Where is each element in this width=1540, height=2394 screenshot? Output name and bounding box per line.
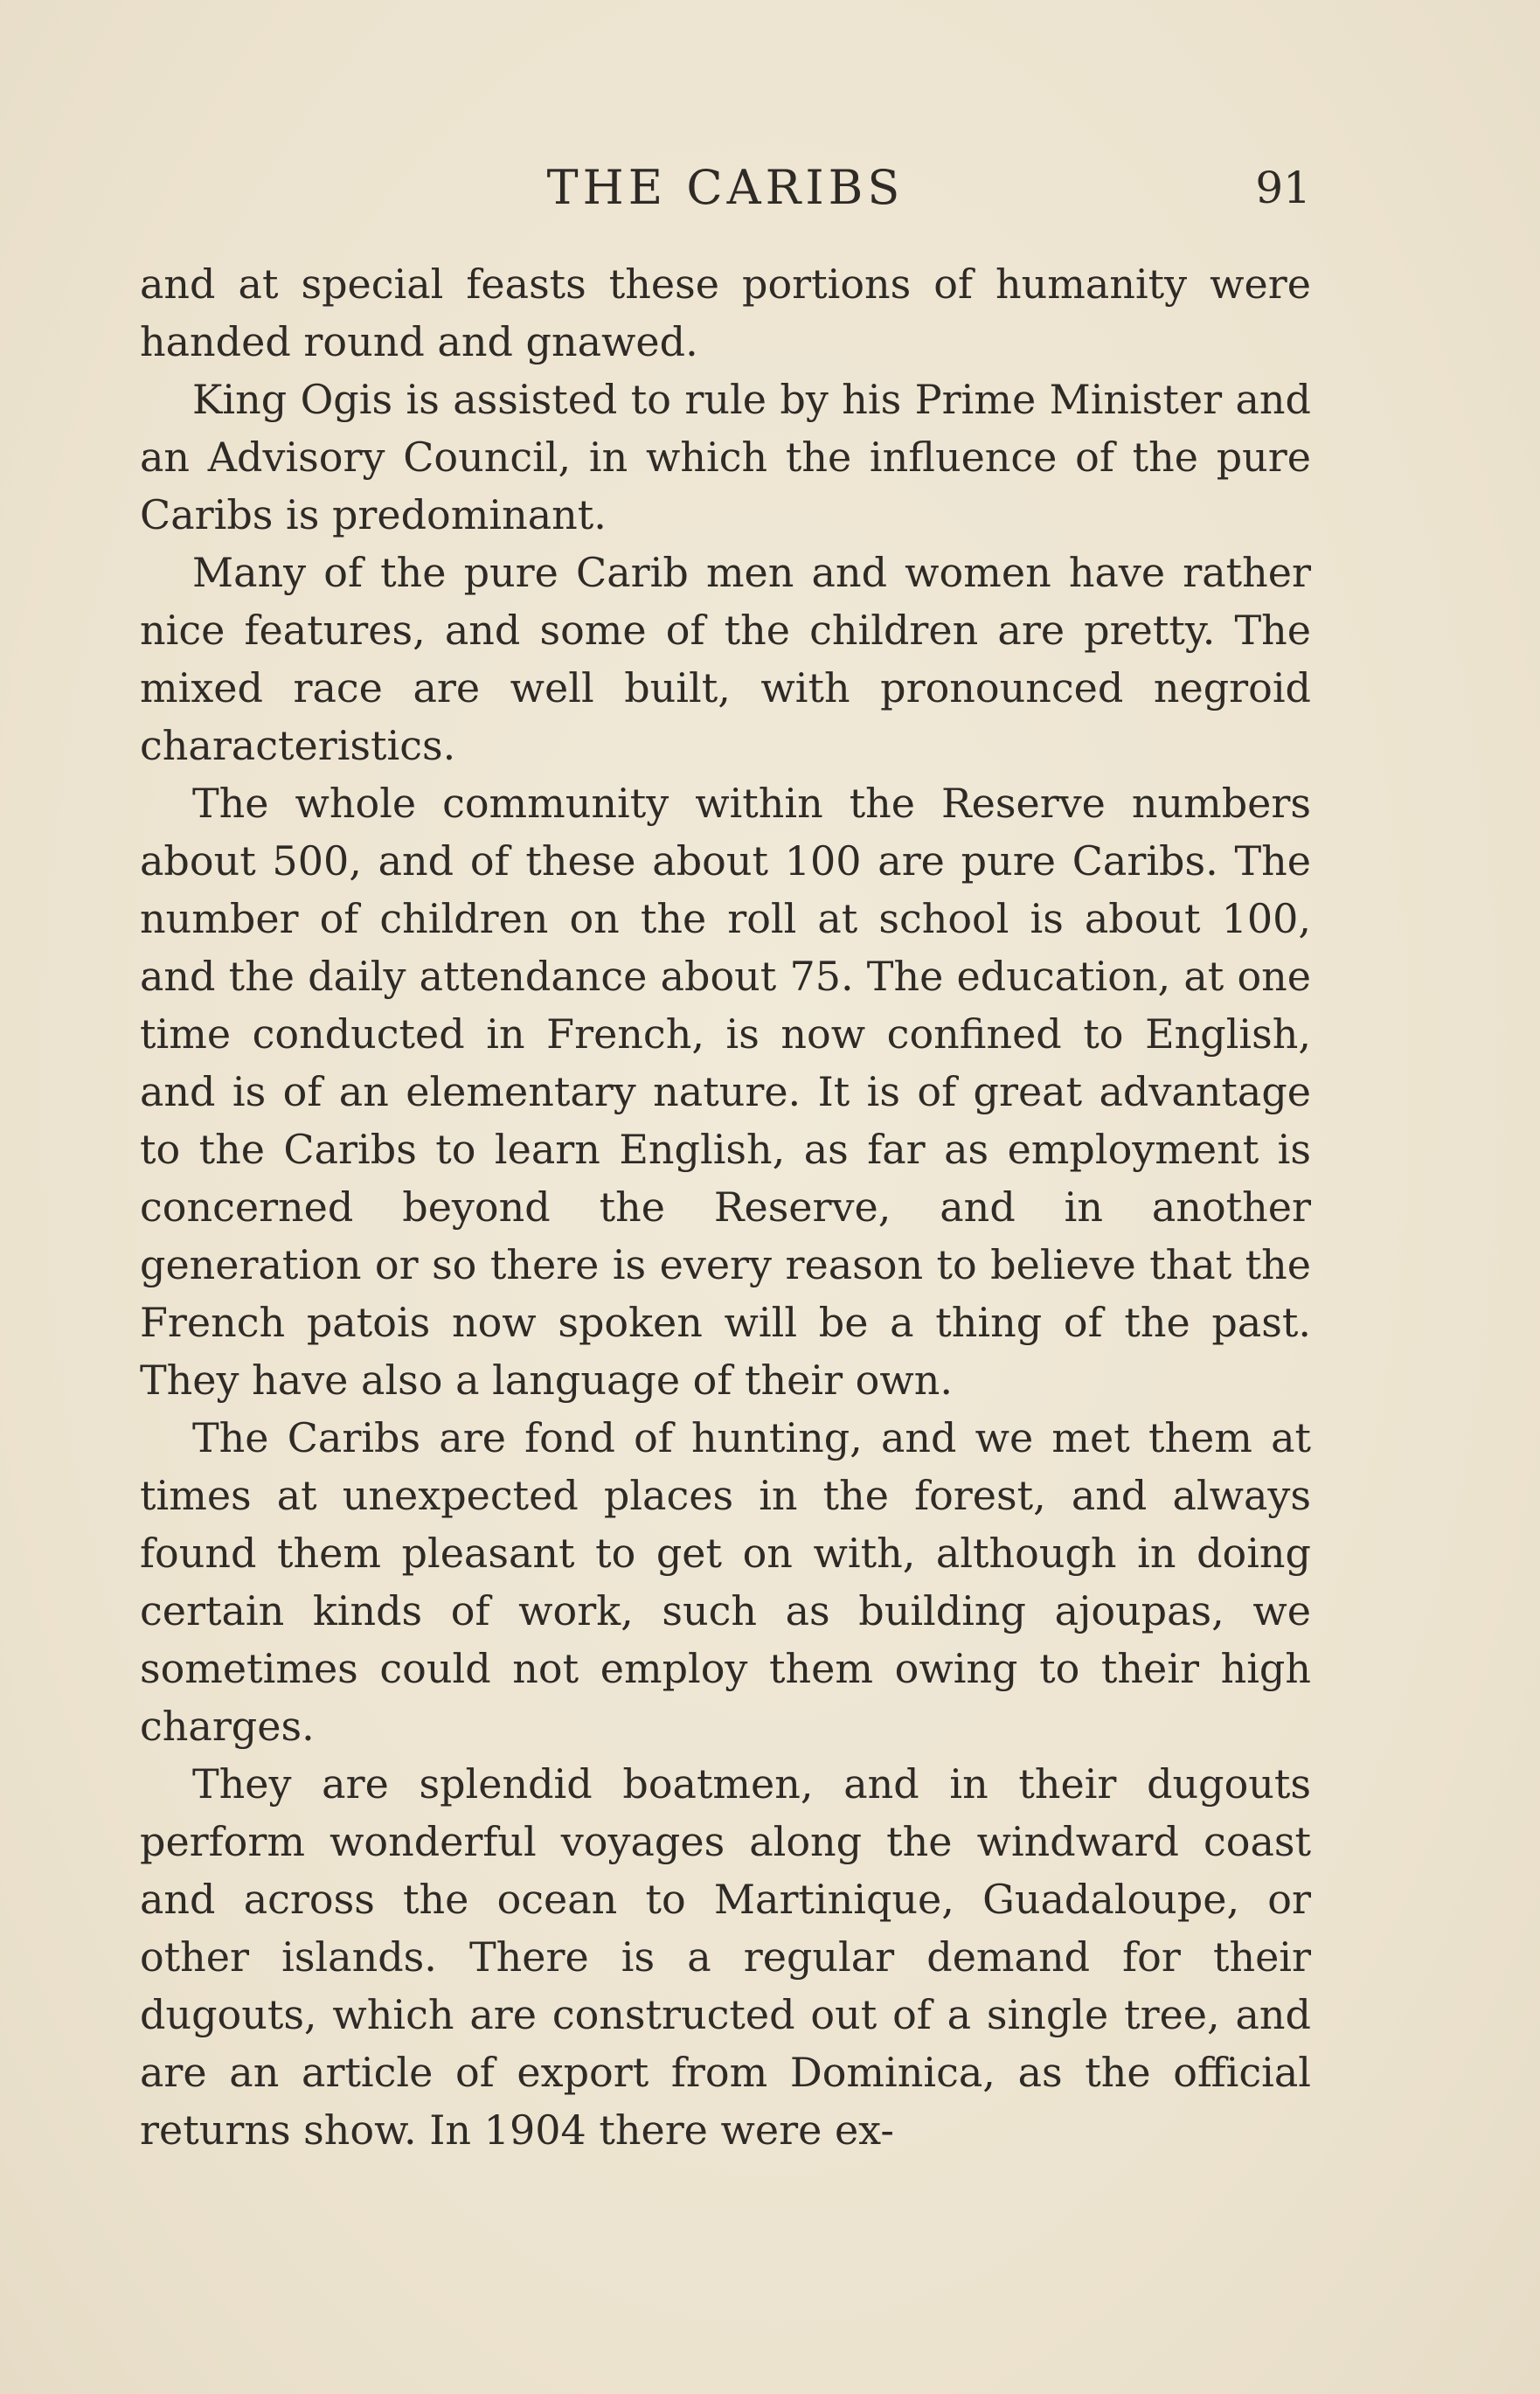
page-header: [140, 157, 1311, 219]
page-number: 91: [1255, 163, 1311, 213]
paragraph-hunting: The Caribs are fond of hunting, and we met them at times at unexpected places in the forest, and always found them pleasant to get on with, although in doing certain kinds of work, such as building ajoupas, we sometimes could not employ them owing to their high charges.: [140, 1414, 1311, 1750]
paragraph-community: The whole community within the Reserve numbers about 500, and of these about 100 are pure Caribs. The number of children on the roll at school is about 100, and the daily attendance about 75. The education, at one time conducted in French, is now confined to English, and is of an elementary nature. It is of great advantage to the Caribs to learn English, as far as employment is concerned beyond the Reserve, and in another generation or so there is every reason to believe that the French patois now spoken will be a thing of the past. They have also a language of their own.: [140, 780, 1311, 1404]
paragraph-continued: and at special feasts these portions of humanity were handed round and gnawed.: [140, 260, 1311, 365]
body-text: [140, 255, 1311, 2159]
running-head: THE CARIBS: [546, 160, 905, 215]
paragraph-features: Many of the pure Carib men and women have rather nice features, and some of the children are pretty. The mixed race are well built, with pronounced negroid characteristics.: [140, 549, 1311, 769]
paragraph-boatmen: They are splendid boatmen, and in their dugouts perform wonderful voyages along the windward coast and across the ocean to Martinique, Guadaloupe, or other islands. There is a regular demand for their dugouts, which are constructed out of a single tree, and are an article of export from Dominica, as the official returns show. In 1904 there were ex-: [140, 1760, 1311, 2154]
paragraph-king-ogis: King Ogis is assisted to rule by his Prime Minister and an Advisory Council, in which the influence of the pure Caribs is predominant.: [140, 376, 1311, 538]
